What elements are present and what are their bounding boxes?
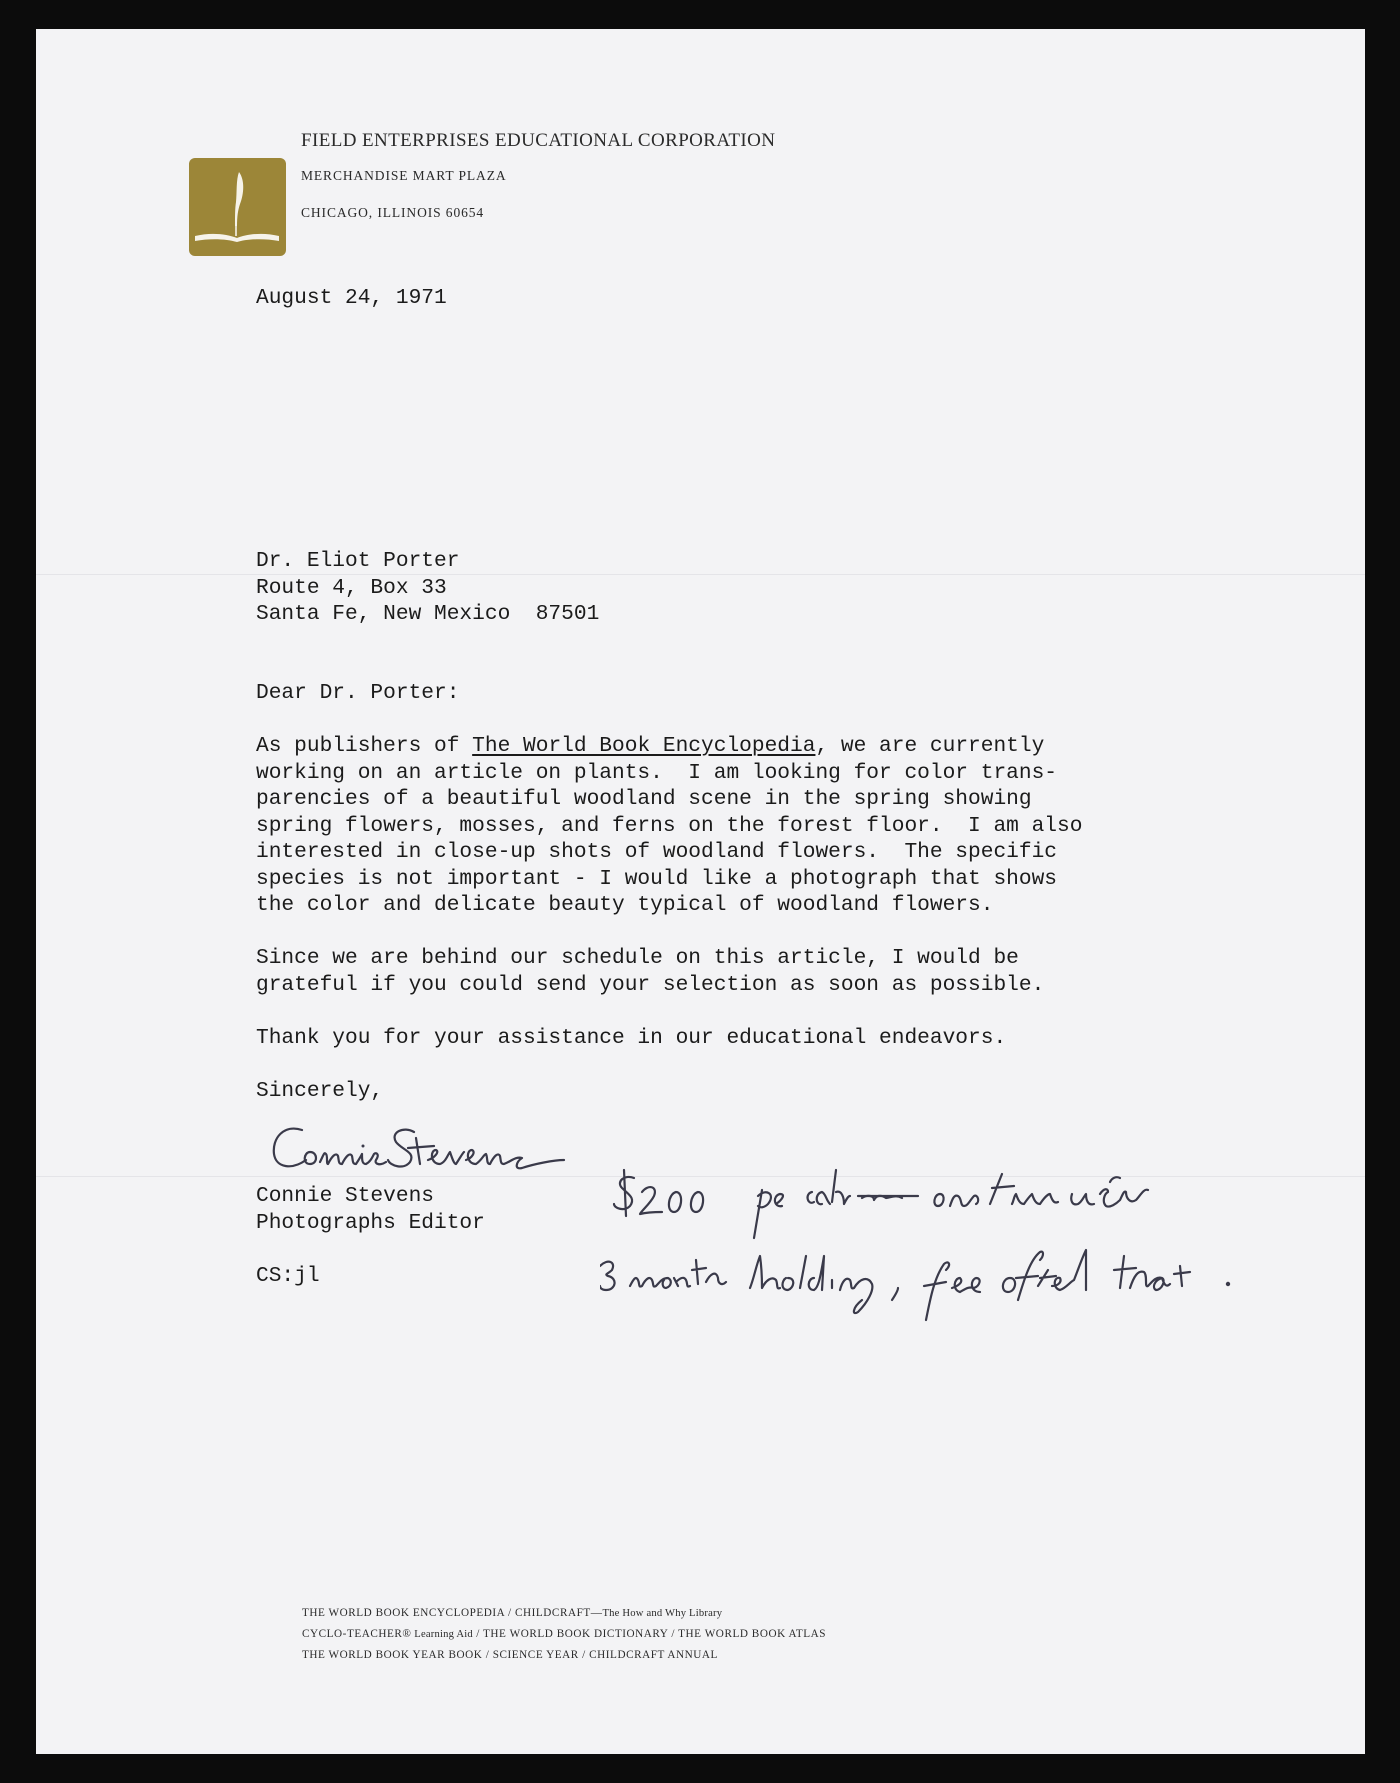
footer-line-2 <box>302 1624 826 1645</box>
footer-text-small: Learning Aid <box>411 1629 473 1640</box>
footer-publications <box>302 1603 826 1666</box>
quill-on-book-icon <box>189 158 286 256</box>
fold-line <box>36 574 1365 575</box>
body-paragraph-1 <box>256 733 1082 919</box>
paragraph-line: Since we are behind our schedule on this article, I would be <box>256 946 1019 970</box>
paragraph-line: interested in close-up shots of woodland flowers. The specific <box>256 840 1058 864</box>
text-span: , we are currently <box>815 734 1045 758</box>
company-name: FIELD ENTERPRISES EDUCATIONAL CORPORATION <box>301 130 776 151</box>
recipient-address <box>256 548 599 628</box>
recipient-name: Dr. Eliot Porter <box>256 549 460 573</box>
handwritten-signature <box>264 1108 594 1188</box>
handwritten-note <box>600 1160 1290 1335</box>
paragraph-line: working on an article on plants. I am looking for color trans- <box>256 760 1058 785</box>
typist-initials: CS:jl <box>256 1264 320 1288</box>
address-line-1: MERCHANDISE MART PLAZA <box>301 168 507 183</box>
paragraph-line: spring flowers, mosses, and ferns on the forest floor. I am also <box>256 813 1083 838</box>
footer-line-3: THE WORLD BOOK YEAR BOOK / SCIENCE YEAR / CHILDCRAFT ANNUAL <box>302 1649 718 1661</box>
letterhead <box>301 129 775 222</box>
paragraph-line <box>256 733 1082 760</box>
footer-line-1 <box>302 1603 826 1624</box>
signer-title: Photographs Editor <box>256 1210 485 1235</box>
text-span: As publishers of <box>256 734 473 758</box>
recipient-street: Route 4, Box 33 <box>256 575 447 600</box>
paragraph-line: the color and delicate beauty typical of woodland flowers. <box>256 893 994 917</box>
closing: Sincerely, <box>256 1079 384 1103</box>
footer-text: THE WORLD BOOK ENCYCLOPEDIA / CHILDCRAFT— <box>302 1607 603 1619</box>
recipient-city: Santa Fe, New Mexico 87501 <box>256 602 600 626</box>
paragraph-line: species is not important - I would like a photograph that shows <box>256 866 1058 891</box>
body-paragraph-2 <box>256 945 1044 998</box>
address-line-2: CHICAGO, ILLINOIS 60654 <box>301 205 485 220</box>
publication-title: The World Book Encyclopedia <box>472 734 816 758</box>
footer-text: / THE WORLD BOOK DICTIONARY / THE WORLD BOOK ATLAS <box>472 1628 826 1640</box>
paragraph-line: parencies of a beautiful woodland scene in the spring showing <box>256 787 1032 811</box>
footer-text: CYCLO-TEACHER® <box>302 1628 412 1640</box>
salutation: Dear Dr. Porter: <box>256 681 460 705</box>
signer-name: Connie Stevens <box>256 1184 435 1208</box>
body-paragraph-3: Thank you for your assistance in our educational endeavors. <box>256 1026 1007 1050</box>
footer-text-small: The How and Why Library <box>602 1608 723 1619</box>
signer-block <box>256 1183 485 1236</box>
paragraph-line: grateful if you could send your selection as soon as possible. <box>256 972 1045 997</box>
letter-date: August 24, 1971 <box>256 286 447 310</box>
